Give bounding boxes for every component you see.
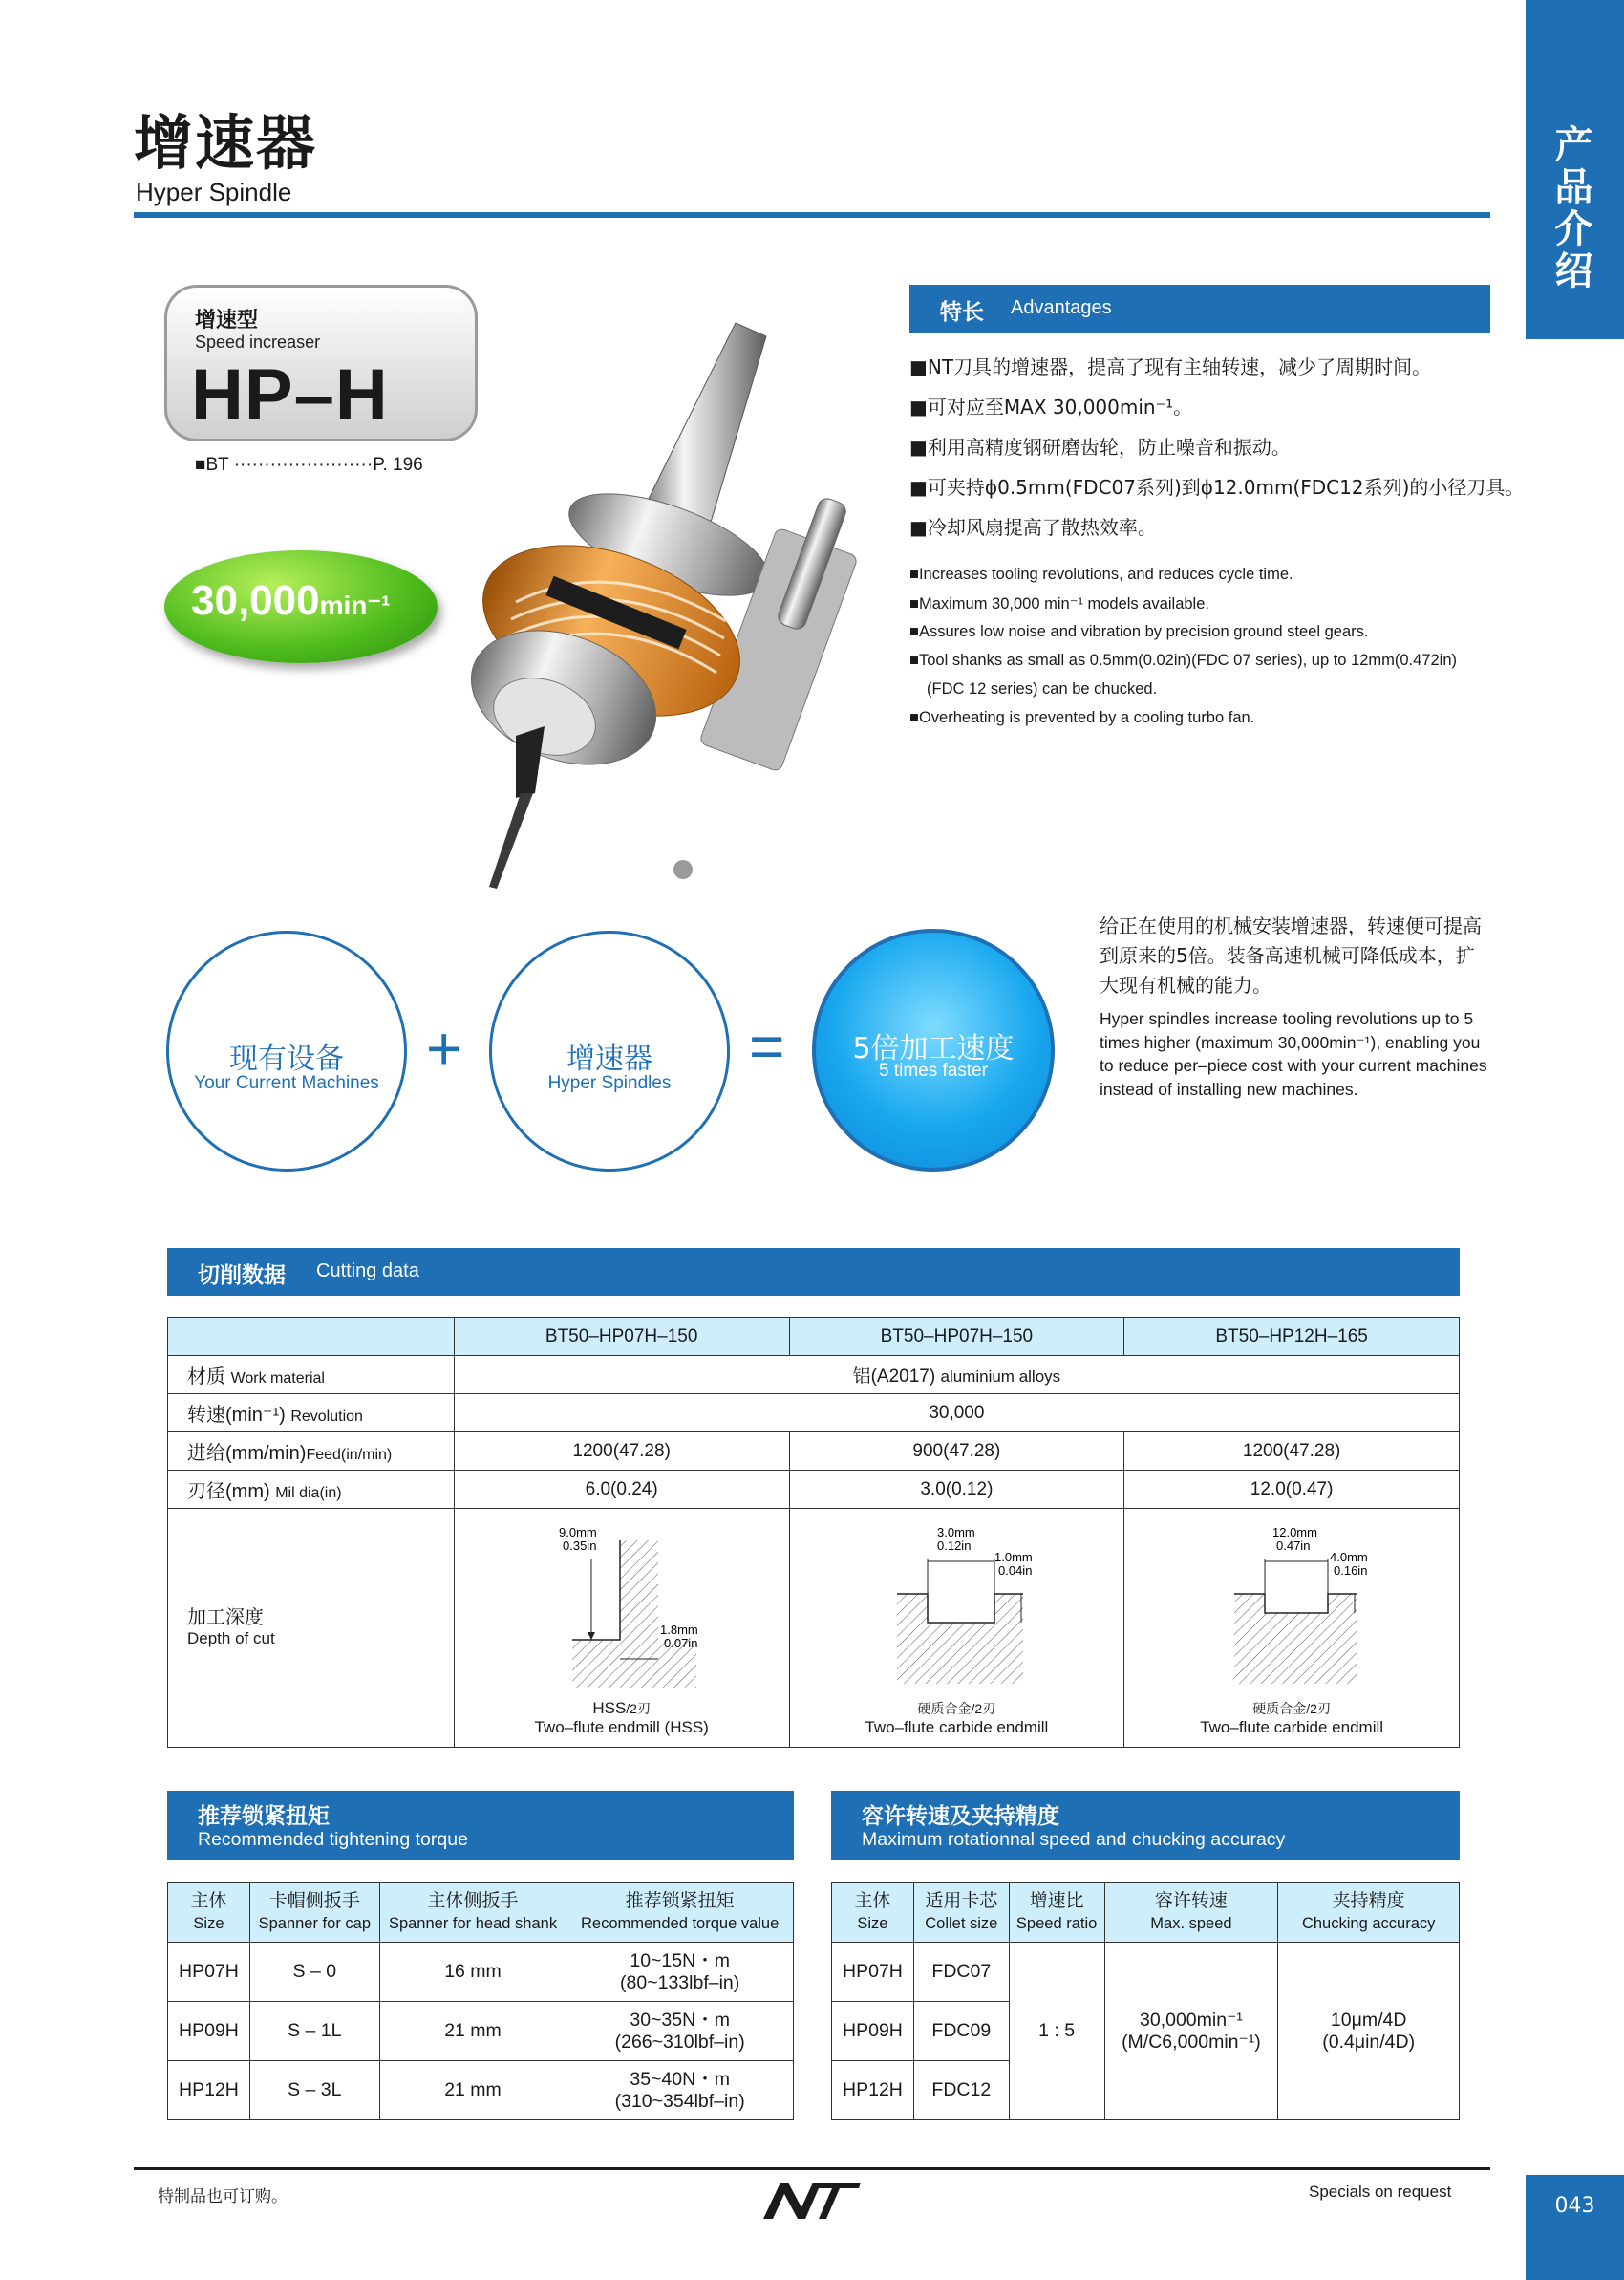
accuracy-metric: 10μm/4D xyxy=(1330,2009,1407,2031)
revolution-cell: 30,000 xyxy=(454,1394,1459,1432)
column-header xyxy=(832,1883,914,1943)
torque-title-cn: 推荐锁紧扭矩 xyxy=(198,1804,330,1829)
size-cell: HP09H xyxy=(168,2002,250,2061)
circle-hyper-cn: 增速器 xyxy=(566,1043,652,1076)
max-speed: 30,000min⁻¹ xyxy=(1140,2009,1243,2031)
dim-a-in: 0.47in xyxy=(1276,1538,1311,1553)
table-row xyxy=(168,1394,1460,1432)
column-header xyxy=(1278,1883,1460,1943)
side-tab-label: 产品介绍 xyxy=(1549,124,1592,292)
circle-result-cn: 5倍加工速度 xyxy=(852,1032,1015,1065)
cap-cell: S – 0 xyxy=(249,1943,379,2002)
speed-badge-text xyxy=(191,577,390,625)
equals-sign: = xyxy=(749,1012,785,1081)
label-cn: 进给(mm/min) xyxy=(187,1443,307,1464)
caption-main: HSS xyxy=(592,1699,627,1717)
caption-en: Two–flute endmill (HSS) xyxy=(534,1718,709,1736)
caption-small: /2刃 xyxy=(626,1701,651,1716)
row-label-revolution xyxy=(168,1394,455,1432)
dim-b: 4.0mm xyxy=(1330,1550,1368,1564)
material-cn: 铝(A2017) xyxy=(852,1366,936,1387)
dim-b-in: 0.16in xyxy=(1334,1563,1368,1578)
nt-logo xyxy=(759,2179,865,2223)
header-en: Recommended torque value xyxy=(581,1915,780,1932)
speed-accuracy-title-cn: 容许转速及夹持精度 xyxy=(862,1804,1059,1829)
label-cn: 转速(min⁻¹) xyxy=(187,1405,286,1426)
side-tab xyxy=(1526,0,1624,339)
label-en: Work material xyxy=(230,1370,325,1387)
circle-current-en: Your Current Machines xyxy=(194,1073,379,1093)
cutting-data-table xyxy=(167,1317,1460,1748)
bt-page-ref: ■BT ·······················P. 196 xyxy=(195,455,423,475)
circle-hyper-en: Hyper Spindles xyxy=(547,1073,672,1093)
header-cn: 卡帽侧扳手 xyxy=(268,1891,360,1911)
dia-cell: 6.0(0.24) xyxy=(454,1471,789,1509)
size-cell: HP12H xyxy=(168,2061,250,2120)
type-label-en: Speed increaser xyxy=(195,333,321,352)
label-en: Mil dia(in) xyxy=(275,1485,342,1501)
size-cell: HP07H xyxy=(832,1943,914,2002)
circle-current-cn: 现有设备 xyxy=(229,1043,344,1076)
label-en: Feed(in/min) xyxy=(306,1447,393,1463)
head-cell: 21 mm xyxy=(379,2061,566,2120)
header-cn: 主体 xyxy=(190,1891,227,1911)
dim-a-in: 0.35in xyxy=(562,1538,597,1553)
plus-sign: + xyxy=(426,1014,462,1083)
cap-cell: S – 3L xyxy=(249,2061,379,2120)
title-rule xyxy=(134,212,1490,218)
feed-cell: 1200(47.28) xyxy=(454,1432,789,1471)
label-cn: 材质 xyxy=(187,1366,225,1387)
dim-b: 1.8mm xyxy=(659,1623,698,1637)
size-cell: HP09H xyxy=(832,2002,914,2061)
torque-lbf: (310~354lbf–in) xyxy=(614,2090,745,2112)
torque-nm: 30~35N・m xyxy=(630,2009,730,2031)
header-cn: 主体 xyxy=(854,1891,891,1911)
caption-cn: 硬质合金/2刃 xyxy=(1252,1701,1331,1716)
depth-diagram-carbide-3 xyxy=(861,1521,1052,1693)
collet-cell: FDC12 xyxy=(913,2061,1009,2120)
caption-en: Two–flute carbide endmill xyxy=(1200,1718,1384,1736)
size-cell: HP12H xyxy=(832,2061,914,2120)
speed-unit: min⁻¹ xyxy=(319,591,391,620)
dim-b-in: 0.07in xyxy=(663,1636,698,1650)
intro-text-cn: 给正在使用的机械安装增速器，转速便可提高到原来的5倍。装备高速机械可降低成本，扩大现有机械的能力。 xyxy=(1100,914,1482,997)
row-label-material xyxy=(168,1356,455,1394)
accuracy-cell xyxy=(1278,1943,1460,2120)
label-cn: 刃径(mm) xyxy=(187,1481,270,1502)
column-header xyxy=(1009,1883,1104,1943)
row-label-depth xyxy=(168,1509,455,1748)
footer-rule xyxy=(134,2167,1490,2170)
feed-cell: 900(47.28) xyxy=(789,1432,1124,1471)
column-header xyxy=(168,1883,250,1943)
page-number: 043 xyxy=(1554,2194,1595,2218)
header-en: Max. speed xyxy=(1150,1915,1232,1932)
advantage-en-2: ■Maximum 30,000 min⁻¹ models available. xyxy=(909,595,1209,613)
column-header xyxy=(1104,1883,1278,1943)
column-header: BT50–HP07H–150 xyxy=(454,1318,789,1356)
corner-cell xyxy=(168,1318,455,1356)
advantage-cn-3: ■利用高精度钢研磨齿轮，防止噪音和振动。 xyxy=(909,436,1291,459)
max-speed-cell xyxy=(1104,1943,1278,2120)
advantage-cn-4: ■可夹持ϕ0.5mm(FDC07系列)到ϕ12.0mm(FDC12系列)的小径刀具。 xyxy=(909,476,1525,499)
max-speed-mc: (M/C6,000min⁻¹) xyxy=(1122,2031,1261,2053)
advantages-header xyxy=(909,285,1490,333)
row-label-dia xyxy=(168,1471,455,1509)
intro-text-en: Hyper spindles increase tooling revolutions up to 5 times higher (maximum 30,000min⁻¹), enabling you to reduce per–piece cost with your current machines instead of installing new machines. xyxy=(1100,1009,1487,1099)
depth-diagram-hss xyxy=(526,1521,717,1693)
speed-accuracy-table xyxy=(831,1882,1460,2120)
advantage-cn-2: ■可对应至MAX 30,000min⁻¹。 xyxy=(909,396,1193,419)
depth-cell-carbide-3 xyxy=(789,1509,1124,1748)
advantage-en-5: ■Overheating is prevented by a cooling turbo fan. xyxy=(909,709,1255,726)
footer-note-cn: 特制品也可订购。 xyxy=(158,2187,288,2206)
circle-result-en: 5 times faster xyxy=(878,1061,989,1081)
feed-cell: 1200(47.28) xyxy=(1124,1432,1460,1471)
table-header-row xyxy=(168,1318,1460,1356)
table-row xyxy=(168,1943,794,2002)
page-number-box xyxy=(1526,2175,1624,2280)
table-row xyxy=(168,1356,1460,1394)
dia-cell: 3.0(0.12) xyxy=(789,1471,1124,1509)
dim-a-in: 0.12in xyxy=(937,1538,972,1553)
model-name: HP–H xyxy=(191,355,389,436)
material-cell xyxy=(454,1356,1459,1394)
torque-cell xyxy=(566,1943,794,2002)
size-cell: HP07H xyxy=(168,1943,250,2002)
advantage-en-4: ■Tool shanks as small as 0.5mm(0.02in)(FDC 07 series), up to 12mm(0.472in) xyxy=(909,652,1458,669)
torque-nm: 10~15N・m xyxy=(630,1949,730,1971)
cutting-title-cn: 切削数据 xyxy=(198,1263,286,1288)
column-header: BT50–HP12H–165 xyxy=(1124,1318,1460,1356)
column-header xyxy=(913,1883,1009,1943)
header-cn: 推荐锁紧扭矩 xyxy=(625,1891,735,1911)
caption-en: Two–flute carbide endmill xyxy=(865,1718,1049,1736)
advantage-cn-1: ■NT刀具的增速器，提高了现有主轴转速，减少了周期时间。 xyxy=(909,355,1432,378)
label-cn: 加工深度 xyxy=(187,1606,264,1628)
torque-header xyxy=(167,1791,794,1860)
torque-lbf: (266~310lbf–in) xyxy=(614,2031,745,2053)
table-row xyxy=(168,1471,1460,1509)
speed-accuracy-title-en: Maximum rotationnal speed and chucking accuracy xyxy=(862,1829,1286,1850)
advantage-en-4-cont: (FDC 12 series) can be chucked. xyxy=(927,680,1158,698)
cutting-title-en: Cutting data xyxy=(316,1260,419,1281)
header-en: Chucking accuracy xyxy=(1301,1915,1436,1932)
torque-title-en: Recommended tightening torque xyxy=(198,1829,468,1850)
depth-diagram-carbide-12 xyxy=(1196,1521,1387,1693)
cutting-data-header xyxy=(167,1248,1460,1296)
head-cell: 16 mm xyxy=(379,1943,566,2002)
header-en: Size xyxy=(857,1915,888,1932)
torque-nm: 35~40N・m xyxy=(630,2068,730,2090)
cap-cell: S – 1L xyxy=(249,2002,379,2061)
advantages-title-en: Advantages xyxy=(1011,297,1112,318)
collet-cell: FDC09 xyxy=(913,2002,1009,2061)
footer-note-en: Specials on request xyxy=(1309,2183,1452,2201)
ratio-cell: 1 : 5 xyxy=(1009,1943,1104,2120)
column-header: BT50–HP07H–150 xyxy=(789,1318,1124,1356)
header-en: Collet size xyxy=(925,1915,998,1932)
advantage-cn-5: ■冷却风扇提高了散热效率。 xyxy=(909,516,1157,539)
dia-cell: 12.0(0.47) xyxy=(1124,1471,1460,1509)
depth-caption-carbide-3 xyxy=(790,1699,1124,1747)
circle-current-machines xyxy=(166,931,407,1172)
torque-table xyxy=(167,1882,794,2120)
label-en: Depth of cut xyxy=(187,1628,275,1647)
advantages-title-cn: 特长 xyxy=(940,300,984,325)
header-en: Spanner for head shank xyxy=(388,1915,558,1932)
depth-cell-carbide-12 xyxy=(1124,1509,1460,1748)
depth-caption-hss xyxy=(455,1699,789,1747)
table-header-row xyxy=(168,1883,794,1943)
header-en: Speed ratio xyxy=(1015,1915,1098,1932)
circle-hyper-spindles xyxy=(489,931,730,1172)
column-header xyxy=(379,1883,566,1943)
hyper-spindle-photo xyxy=(420,315,869,898)
header-cn: 夹持精度 xyxy=(1332,1891,1405,1911)
table-row xyxy=(168,1432,1460,1471)
header-cn: 适用卡芯 xyxy=(925,1891,998,1911)
page-subtitle: Hyper Spindle xyxy=(136,178,292,206)
collet-cell: FDC07 xyxy=(913,1943,1009,2002)
table-row-depth xyxy=(168,1509,1460,1748)
dim-a: 12.0mm xyxy=(1272,1525,1318,1539)
column-header xyxy=(566,1883,794,1943)
speed-accuracy-header xyxy=(831,1791,1460,1860)
advantage-en-1: ■Increases tooling revolutions, and reduces cycle time. xyxy=(909,566,1293,583)
table-row xyxy=(168,2002,794,2061)
torque-cell xyxy=(566,2061,794,2120)
dim-b-in: 0.04in xyxy=(998,1563,1033,1578)
accuracy-imperial: (0.4μin/4D) xyxy=(1322,2031,1416,2053)
header-en: Size xyxy=(193,1915,224,1932)
label-en: Revolution xyxy=(290,1409,363,1425)
header-cn: 增速比 xyxy=(1029,1891,1084,1911)
advantage-en-3: ■Assures low noise and vibration by precision ground steel gears. xyxy=(909,623,1369,640)
header-cn: 容许转速 xyxy=(1154,1891,1228,1911)
speed-value: 30,000 xyxy=(191,577,320,624)
torque-lbf: (80~133lbf–in) xyxy=(620,1971,740,1993)
caption-cn: 硬质合金/2刃 xyxy=(917,1701,996,1716)
type-label-cn: 增速型 xyxy=(195,309,259,333)
column-header xyxy=(249,1883,379,1943)
page-title: 增速器 xyxy=(134,108,318,178)
circle-five-times xyxy=(812,929,1055,1172)
table-row xyxy=(832,1943,1460,2002)
depth-caption-carbide-12 xyxy=(1124,1699,1459,1747)
header-en: Spanner for cap xyxy=(258,1915,372,1932)
table-row xyxy=(168,2061,794,2120)
header-cn: 主体侧扳手 xyxy=(427,1891,519,1911)
depth-cell-hss xyxy=(454,1509,789,1748)
head-cell: 21 mm xyxy=(379,2002,566,2061)
material-en: aluminium alloys xyxy=(940,1367,1061,1386)
torque-cell xyxy=(566,2002,794,2061)
table-header-row xyxy=(832,1883,1460,1943)
row-label-feed xyxy=(168,1432,455,1471)
dim-a: 3.0mm xyxy=(937,1525,976,1539)
dim-b: 1.0mm xyxy=(994,1550,1034,1564)
dim-a: 9.0mm xyxy=(558,1525,597,1539)
